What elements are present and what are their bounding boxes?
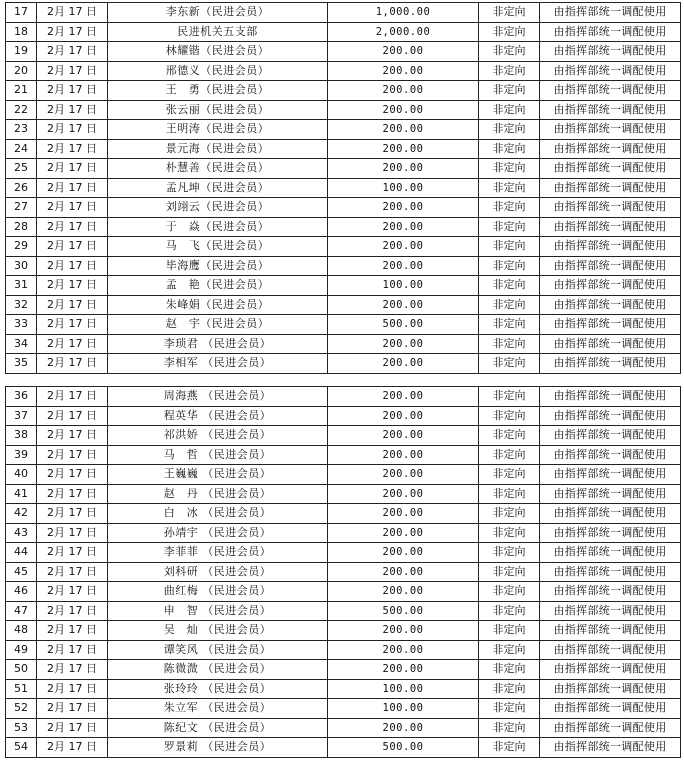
donation-date: 2月 17 日 bbox=[37, 504, 108, 524]
row-number: 51 bbox=[6, 679, 37, 699]
donation-date: 2月 17 日 bbox=[37, 61, 108, 81]
donation-usage: 由指挥部统一调配使用 bbox=[540, 679, 681, 699]
donation-direction: 非定向 bbox=[479, 640, 540, 660]
row-number: 32 bbox=[6, 295, 37, 315]
donor-name: 王明涛（民进会员） bbox=[108, 120, 328, 140]
table-row bbox=[6, 601, 681, 621]
donation-table-bottom-body bbox=[6, 387, 681, 758]
donor-name: 李东新（民进会员） bbox=[108, 3, 328, 23]
donation-direction: 非定向 bbox=[479, 217, 540, 237]
donation-direction: 非定向 bbox=[479, 660, 540, 680]
table-row bbox=[6, 640, 681, 660]
donation-date: 2月 17 日 bbox=[37, 640, 108, 660]
table-row bbox=[6, 120, 681, 140]
donor-name: 孟 艳（民进会员） bbox=[108, 276, 328, 296]
donor-name: 周海燕 （民进会员） bbox=[108, 387, 328, 407]
donor-name: 吴 灿 （民进会员） bbox=[108, 621, 328, 641]
donation-direction: 非定向 bbox=[479, 178, 540, 198]
donation-direction: 非定向 bbox=[479, 601, 540, 621]
row-number: 46 bbox=[6, 582, 37, 602]
table-row bbox=[6, 445, 681, 465]
table-row bbox=[6, 484, 681, 504]
donor-name: 民进机关五支部 bbox=[108, 22, 328, 42]
donation-date: 2月 17 日 bbox=[37, 562, 108, 582]
donation-amount: 1,000.00 bbox=[328, 3, 479, 23]
row-number: 45 bbox=[6, 562, 37, 582]
donation-amount: 500.00 bbox=[328, 601, 479, 621]
table-row bbox=[6, 159, 681, 179]
table-row bbox=[6, 718, 681, 738]
donation-direction: 非定向 bbox=[479, 100, 540, 120]
donation-date: 2月 17 日 bbox=[37, 315, 108, 335]
donation-amount: 200.00 bbox=[328, 139, 479, 159]
donation-amount: 200.00 bbox=[328, 61, 479, 81]
table-row bbox=[6, 61, 681, 81]
row-number: 54 bbox=[6, 738, 37, 758]
donor-name: 林耀锴（民进会员） bbox=[108, 42, 328, 62]
row-number: 44 bbox=[6, 543, 37, 563]
donor-name: 刘科研 （民进会员） bbox=[108, 562, 328, 582]
donation-date: 2月 17 日 bbox=[37, 256, 108, 276]
table-row bbox=[6, 426, 681, 446]
table-row bbox=[6, 562, 681, 582]
donation-direction: 非定向 bbox=[479, 276, 540, 296]
row-number: 29 bbox=[6, 237, 37, 257]
donation-amount: 200.00 bbox=[328, 256, 479, 276]
donation-direction: 非定向 bbox=[479, 543, 540, 563]
donation-direction: 非定向 bbox=[479, 387, 540, 407]
donation-direction: 非定向 bbox=[479, 42, 540, 62]
donation-date: 2月 17 日 bbox=[37, 543, 108, 563]
table-row bbox=[6, 660, 681, 680]
donation-date: 2月 17 日 bbox=[37, 426, 108, 446]
donation-usage: 由指挥部统一调配使用 bbox=[540, 334, 681, 354]
donation-direction: 非定向 bbox=[479, 315, 540, 335]
row-number: 23 bbox=[6, 120, 37, 140]
donation-table-top bbox=[5, 2, 681, 374]
donation-usage: 由指挥部统一调配使用 bbox=[540, 22, 681, 42]
row-number: 35 bbox=[6, 354, 37, 374]
donation-amount: 500.00 bbox=[328, 738, 479, 758]
row-number: 33 bbox=[6, 315, 37, 335]
donation-amount: 100.00 bbox=[328, 178, 479, 198]
donation-date: 2月 17 日 bbox=[37, 178, 108, 198]
donation-date: 2月 17 日 bbox=[37, 276, 108, 296]
donation-amount: 200.00 bbox=[328, 718, 479, 738]
row-number: 25 bbox=[6, 159, 37, 179]
donation-usage: 由指挥部统一调配使用 bbox=[540, 276, 681, 296]
donor-name: 谭笑风 （民进会员） bbox=[108, 640, 328, 660]
donor-name: 马 飞（民进会员） bbox=[108, 237, 328, 257]
donor-name: 程英华 （民进会员） bbox=[108, 406, 328, 426]
table-row bbox=[6, 100, 681, 120]
donor-name: 孙靖宇 （民进会员） bbox=[108, 523, 328, 543]
donation-date: 2月 17 日 bbox=[37, 334, 108, 354]
donation-direction: 非定向 bbox=[479, 61, 540, 81]
donation-usage: 由指挥部统一调配使用 bbox=[540, 406, 681, 426]
donor-name: 王巍巍 （民进会员） bbox=[108, 465, 328, 485]
donor-name: 于 焱（民进会员） bbox=[108, 217, 328, 237]
donor-name: 马 哲 （民进会员） bbox=[108, 445, 328, 465]
donation-date: 2月 17 日 bbox=[37, 354, 108, 374]
table-row bbox=[6, 315, 681, 335]
row-number: 42 bbox=[6, 504, 37, 524]
table-row bbox=[6, 3, 681, 23]
row-number: 43 bbox=[6, 523, 37, 543]
donation-usage: 由指挥部统一调配使用 bbox=[540, 217, 681, 237]
table-row bbox=[6, 81, 681, 101]
donation-amount: 200.00 bbox=[328, 334, 479, 354]
donation-direction: 非定向 bbox=[479, 679, 540, 699]
row-number: 17 bbox=[6, 3, 37, 23]
donation-usage: 由指挥部统一调配使用 bbox=[540, 100, 681, 120]
donation-usage: 由指挥部统一调配使用 bbox=[540, 699, 681, 719]
row-number: 22 bbox=[6, 100, 37, 120]
donation-date: 2月 17 日 bbox=[37, 601, 108, 621]
donation-direction: 非定向 bbox=[479, 426, 540, 446]
donation-direction: 非定向 bbox=[479, 484, 540, 504]
donation-table-bottom bbox=[5, 386, 681, 758]
table-row bbox=[6, 295, 681, 315]
donation-usage: 由指挥部统一调配使用 bbox=[540, 621, 681, 641]
donor-name: 申 智 （民进会员） bbox=[108, 601, 328, 621]
donor-name: 李相军 （民进会员） bbox=[108, 354, 328, 374]
donation-usage: 由指挥部统一调配使用 bbox=[540, 523, 681, 543]
donation-date: 2月 17 日 bbox=[37, 22, 108, 42]
table-row bbox=[6, 406, 681, 426]
donation-direction: 非定向 bbox=[479, 354, 540, 374]
donation-usage: 由指挥部统一调配使用 bbox=[540, 315, 681, 335]
donation-amount: 200.00 bbox=[328, 621, 479, 641]
donation-amount: 200.00 bbox=[328, 100, 479, 120]
donation-usage: 由指挥部统一调配使用 bbox=[540, 120, 681, 140]
donor-name: 毕海鹰（民进会员） bbox=[108, 256, 328, 276]
donor-name: 张玲玲 （民进会员） bbox=[108, 679, 328, 699]
row-number: 40 bbox=[6, 465, 37, 485]
donor-name: 刘翊云（民进会员） bbox=[108, 198, 328, 218]
donation-direction: 非定向 bbox=[479, 504, 540, 524]
donor-name: 王 勇（民进会员） bbox=[108, 81, 328, 101]
row-number: 26 bbox=[6, 178, 37, 198]
donation-usage: 由指挥部统一调配使用 bbox=[540, 465, 681, 485]
donation-usage: 由指挥部统一调配使用 bbox=[540, 42, 681, 62]
table-row bbox=[6, 354, 681, 374]
row-number: 24 bbox=[6, 139, 37, 159]
donation-usage: 由指挥部统一调配使用 bbox=[540, 484, 681, 504]
table-row bbox=[6, 504, 681, 524]
donation-amount: 200.00 bbox=[328, 198, 479, 218]
donation-date: 2月 17 日 bbox=[37, 198, 108, 218]
row-number: 47 bbox=[6, 601, 37, 621]
donation-direction: 非定向 bbox=[479, 718, 540, 738]
donation-amount: 200.00 bbox=[328, 465, 479, 485]
donation-amount: 200.00 bbox=[328, 81, 479, 101]
donation-date: 2月 17 日 bbox=[37, 3, 108, 23]
donation-usage: 由指挥部统一调配使用 bbox=[540, 601, 681, 621]
donation-usage: 由指挥部统一调配使用 bbox=[540, 159, 681, 179]
donation-usage: 由指挥部统一调配使用 bbox=[540, 178, 681, 198]
donation-direction: 非定向 bbox=[479, 738, 540, 758]
donation-usage: 由指挥部统一调配使用 bbox=[540, 562, 681, 582]
donation-usage: 由指挥部统一调配使用 bbox=[540, 445, 681, 465]
row-number: 41 bbox=[6, 484, 37, 504]
donation-amount: 200.00 bbox=[328, 523, 479, 543]
donor-name: 罗景莉 （民进会员） bbox=[108, 738, 328, 758]
table-row bbox=[6, 465, 681, 485]
donation-date: 2月 17 日 bbox=[37, 100, 108, 120]
donation-amount: 200.00 bbox=[328, 406, 479, 426]
row-number: 20 bbox=[6, 61, 37, 81]
row-number: 31 bbox=[6, 276, 37, 296]
donation-date: 2月 17 日 bbox=[37, 295, 108, 315]
donation-usage: 由指挥部统一调配使用 bbox=[540, 387, 681, 407]
row-number: 27 bbox=[6, 198, 37, 218]
donation-direction: 非定向 bbox=[479, 237, 540, 257]
donation-amount: 100.00 bbox=[328, 699, 479, 719]
donation-usage: 由指挥部统一调配使用 bbox=[540, 81, 681, 101]
donor-name: 张云丽（民进会员） bbox=[108, 100, 328, 120]
donor-name: 孟凡坤（民进会员） bbox=[108, 178, 328, 198]
donor-name: 陈纪文 （民进会员） bbox=[108, 718, 328, 738]
donor-name: 赵 宇（民进会员） bbox=[108, 315, 328, 335]
donation-usage: 由指挥部统一调配使用 bbox=[540, 3, 681, 23]
donation-usage: 由指挥部统一调配使用 bbox=[540, 660, 681, 680]
donation-amount: 200.00 bbox=[328, 217, 479, 237]
row-number: 34 bbox=[6, 334, 37, 354]
donation-amount: 200.00 bbox=[328, 387, 479, 407]
donation-date: 2月 17 日 bbox=[37, 237, 108, 257]
table-row bbox=[6, 582, 681, 602]
row-number: 28 bbox=[6, 217, 37, 237]
donation-amount: 200.00 bbox=[328, 426, 479, 446]
donation-date: 2月 17 日 bbox=[37, 699, 108, 719]
donation-direction: 非定向 bbox=[479, 198, 540, 218]
donation-table-top-body bbox=[6, 3, 681, 374]
table-row bbox=[6, 621, 681, 641]
table-row bbox=[6, 237, 681, 257]
donation-direction: 非定向 bbox=[479, 159, 540, 179]
row-number: 36 bbox=[6, 387, 37, 407]
donation-usage: 由指挥部统一调配使用 bbox=[540, 738, 681, 758]
donor-name: 白 冰 （民进会员） bbox=[108, 504, 328, 524]
donation-usage: 由指挥部统一调配使用 bbox=[540, 718, 681, 738]
donation-usage: 由指挥部统一调配使用 bbox=[540, 426, 681, 446]
donation-usage: 由指挥部统一调配使用 bbox=[540, 295, 681, 315]
table-row bbox=[6, 139, 681, 159]
row-number: 49 bbox=[6, 640, 37, 660]
donation-date: 2月 17 日 bbox=[37, 139, 108, 159]
donor-name: 李琐君 （民进会员） bbox=[108, 334, 328, 354]
donation-date: 2月 17 日 bbox=[37, 523, 108, 543]
donation-amount: 100.00 bbox=[328, 276, 479, 296]
donation-amount: 200.00 bbox=[328, 295, 479, 315]
donation-amount: 200.00 bbox=[328, 484, 479, 504]
donation-usage: 由指挥部统一调配使用 bbox=[540, 504, 681, 524]
donation-date: 2月 17 日 bbox=[37, 718, 108, 738]
table-row bbox=[6, 22, 681, 42]
donation-direction: 非定向 bbox=[479, 445, 540, 465]
donation-direction: 非定向 bbox=[479, 523, 540, 543]
donation-amount: 200.00 bbox=[328, 562, 479, 582]
donation-date: 2月 17 日 bbox=[37, 406, 108, 426]
donation-amount: 200.00 bbox=[328, 543, 479, 563]
donation-date: 2月 17 日 bbox=[37, 445, 108, 465]
donor-name: 祁洪娇 （民进会员） bbox=[108, 426, 328, 446]
table-row bbox=[6, 178, 681, 198]
donation-direction: 非定向 bbox=[479, 621, 540, 641]
donation-amount: 2,000.00 bbox=[328, 22, 479, 42]
donor-name: 邢德义（民进会员） bbox=[108, 61, 328, 81]
table-row bbox=[6, 42, 681, 62]
donation-amount: 200.00 bbox=[328, 660, 479, 680]
donation-usage: 由指挥部统一调配使用 bbox=[540, 256, 681, 276]
donation-amount: 200.00 bbox=[328, 159, 479, 179]
donation-usage: 由指挥部统一调配使用 bbox=[540, 198, 681, 218]
donation-date: 2月 17 日 bbox=[37, 582, 108, 602]
donation-date: 2月 17 日 bbox=[37, 120, 108, 140]
donation-date: 2月 17 日 bbox=[37, 159, 108, 179]
donor-name: 景元海（民进会员） bbox=[108, 139, 328, 159]
donation-amount: 200.00 bbox=[328, 42, 479, 62]
donation-date: 2月 17 日 bbox=[37, 484, 108, 504]
donation-date: 2月 17 日 bbox=[37, 660, 108, 680]
table-row bbox=[6, 276, 681, 296]
donation-direction: 非定向 bbox=[479, 256, 540, 276]
donor-name: 朱立军 （民进会员） bbox=[108, 699, 328, 719]
table-row bbox=[6, 217, 681, 237]
donation-direction: 非定向 bbox=[479, 334, 540, 354]
donor-name: 曲红梅 （民进会员） bbox=[108, 582, 328, 602]
donation-date: 2月 17 日 bbox=[37, 465, 108, 485]
donation-usage: 由指挥部统一调配使用 bbox=[540, 640, 681, 660]
row-number: 30 bbox=[6, 256, 37, 276]
table-row bbox=[6, 543, 681, 563]
donation-usage: 由指挥部统一调配使用 bbox=[540, 543, 681, 563]
table-row bbox=[6, 256, 681, 276]
row-number: 18 bbox=[6, 22, 37, 42]
donation-usage: 由指挥部统一调配使用 bbox=[540, 237, 681, 257]
donation-direction: 非定向 bbox=[479, 3, 540, 23]
donation-usage: 由指挥部统一调配使用 bbox=[540, 354, 681, 374]
table-row bbox=[6, 679, 681, 699]
donor-name: 朱峰娟（民进会员） bbox=[108, 295, 328, 315]
row-number: 52 bbox=[6, 699, 37, 719]
donation-usage: 由指挥部统一调配使用 bbox=[540, 61, 681, 81]
table-row bbox=[6, 738, 681, 758]
row-number: 38 bbox=[6, 426, 37, 446]
donation-date: 2月 17 日 bbox=[37, 621, 108, 641]
table-row bbox=[6, 523, 681, 543]
donation-amount: 200.00 bbox=[328, 237, 479, 257]
row-number: 48 bbox=[6, 621, 37, 641]
donation-amount: 200.00 bbox=[328, 354, 479, 374]
donation-amount: 200.00 bbox=[328, 504, 479, 524]
donation-date: 2月 17 日 bbox=[37, 738, 108, 758]
row-number: 37 bbox=[6, 406, 37, 426]
table-row bbox=[6, 198, 681, 218]
donation-amount: 200.00 bbox=[328, 120, 479, 140]
donation-amount: 500.00 bbox=[328, 315, 479, 335]
donation-direction: 非定向 bbox=[479, 120, 540, 140]
donation-direction: 非定向 bbox=[479, 295, 540, 315]
row-number: 53 bbox=[6, 718, 37, 738]
donor-name: 赵 丹 （民进会员） bbox=[108, 484, 328, 504]
donation-date: 2月 17 日 bbox=[37, 81, 108, 101]
donation-direction: 非定向 bbox=[479, 562, 540, 582]
donation-amount: 200.00 bbox=[328, 582, 479, 602]
donation-date: 2月 17 日 bbox=[37, 387, 108, 407]
row-number: 39 bbox=[6, 445, 37, 465]
donation-direction: 非定向 bbox=[479, 699, 540, 719]
donation-usage: 由指挥部统一调配使用 bbox=[540, 139, 681, 159]
donation-amount: 200.00 bbox=[328, 640, 479, 660]
donation-date: 2月 17 日 bbox=[37, 42, 108, 62]
row-number: 21 bbox=[6, 81, 37, 101]
donation-direction: 非定向 bbox=[479, 582, 540, 602]
donor-name: 李菲菲 （民进会员） bbox=[108, 543, 328, 563]
donation-amount: 100.00 bbox=[328, 679, 479, 699]
donation-direction: 非定向 bbox=[479, 81, 540, 101]
donation-amount: 200.00 bbox=[328, 445, 479, 465]
row-number: 50 bbox=[6, 660, 37, 680]
donation-direction: 非定向 bbox=[479, 406, 540, 426]
donation-usage: 由指挥部统一调配使用 bbox=[540, 582, 681, 602]
donation-date: 2月 17 日 bbox=[37, 679, 108, 699]
table-row bbox=[6, 334, 681, 354]
donation-date: 2月 17 日 bbox=[37, 217, 108, 237]
donation-direction: 非定向 bbox=[479, 22, 540, 42]
row-number: 19 bbox=[6, 42, 37, 62]
donation-direction: 非定向 bbox=[479, 465, 540, 485]
donor-name: 陈微溦 （民进会员） bbox=[108, 660, 328, 680]
table-row bbox=[6, 387, 681, 407]
donation-direction: 非定向 bbox=[479, 139, 540, 159]
donor-name: 朴慧善（民进会员） bbox=[108, 159, 328, 179]
table-row bbox=[6, 699, 681, 719]
